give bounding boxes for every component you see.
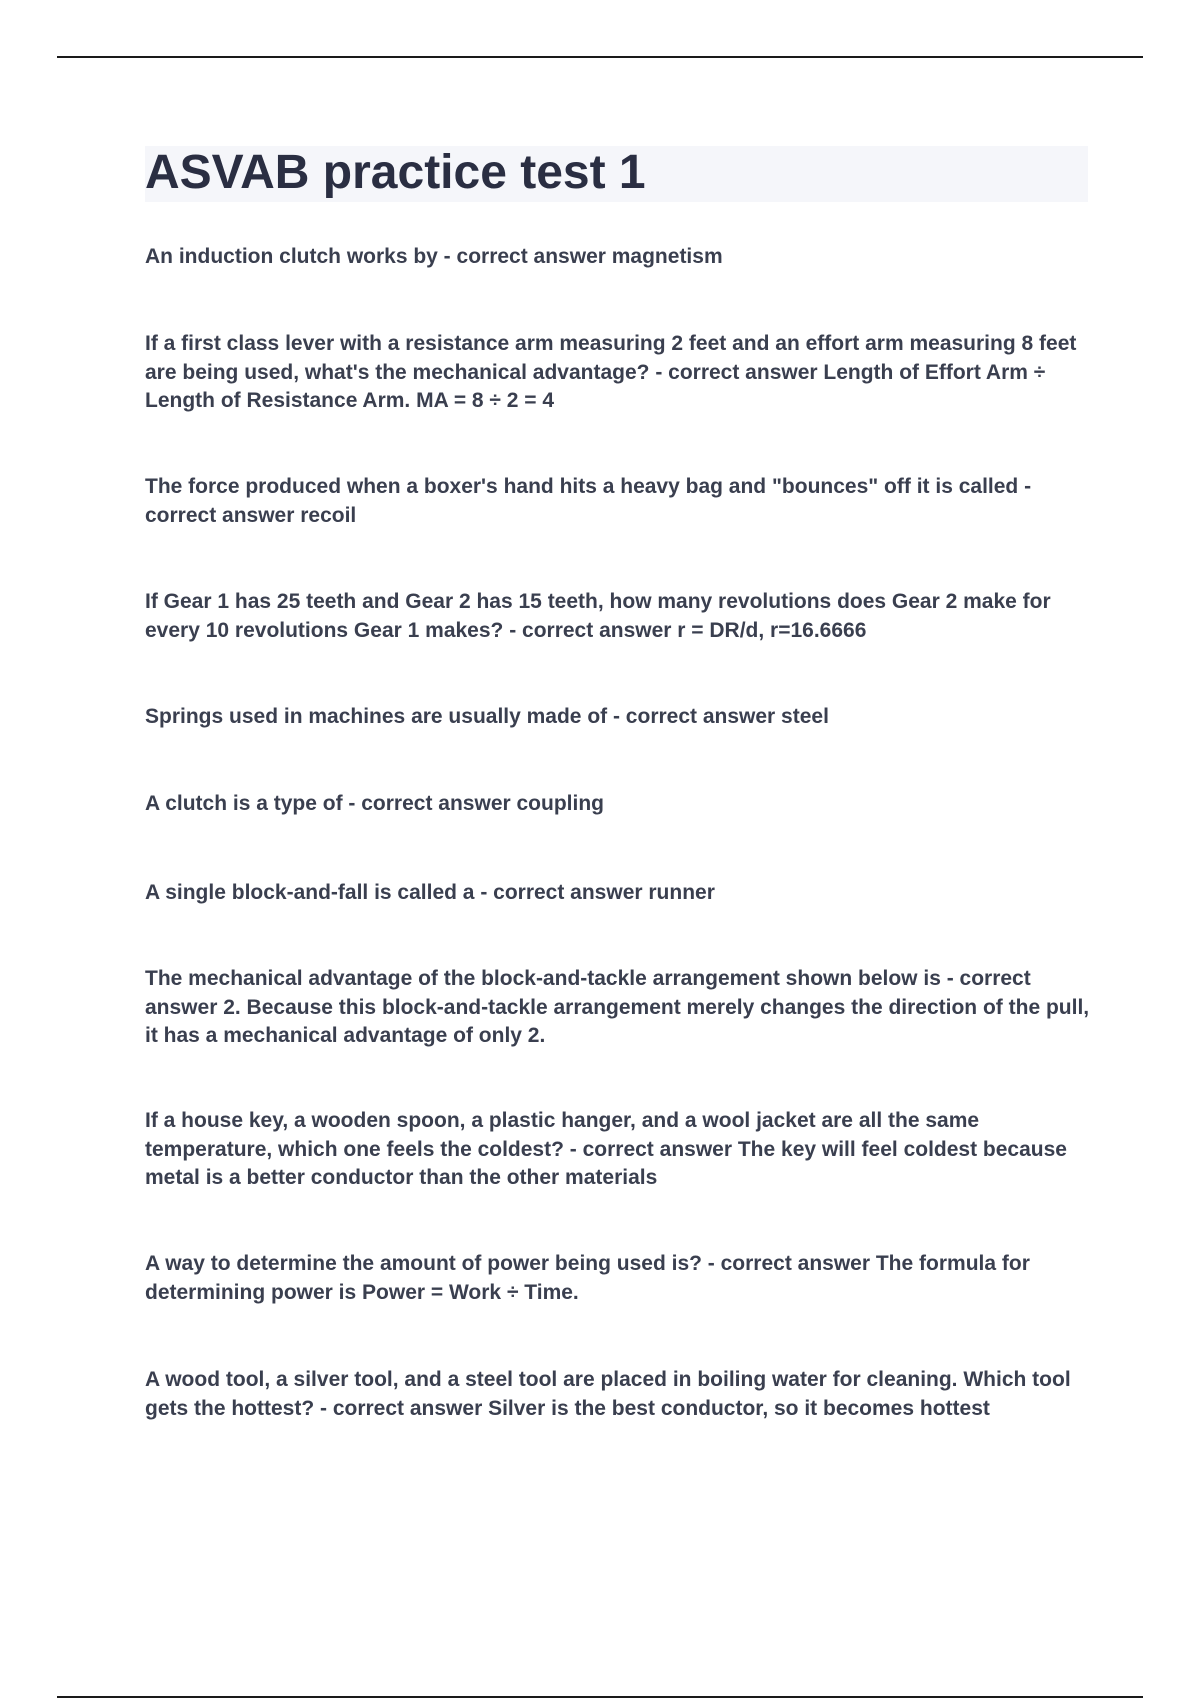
qa-item-2: If a first class lever with a resistance arm measuring 2 feet and an effort arm measuring 8 feet are being used, what's the mechanical advantage? - correct answer Length of Effort Arm ÷ Length of Resistance Arm. MA = 8 ÷ 2 = 4	[145, 332, 1077, 412]
qa-item-1: An induction clutch works by - correct answer magnetism	[145, 245, 723, 268]
page-title: ASVAB practice test 1	[145, 146, 646, 199]
qa-item-7: A single block-and-fall is called a - correct answer runner	[145, 881, 715, 904]
qa-item-11: A wood tool, a silver tool, and a steel tool are placed in boiling water for cleaning. Which tool gets the hottest? - correct answer Silver is the best conductor, so it becomes hottest	[145, 1368, 1071, 1420]
qa-item-3: The force produced when a boxer's hand hits a heavy bag and "bounces" off it is called - correct answer recoil	[145, 475, 1032, 527]
qa-item-5: Springs used in machines are usually made of - correct answer steel	[145, 705, 829, 728]
qa-item-8: The mechanical advantage of the block-and-tackle arrangement shown below is - correct answer 2. Because this block-and-tackle arrangement merely changes the direction of the pull, it has a mechanical advantage of only 2.	[145, 967, 1090, 1047]
qa-item-6: A clutch is a type of - correct answer coupling	[145, 792, 604, 815]
qa-item-10: A way to determine the amount of power being used is? - correct answer The formula for determining power is Power = Work ÷ Time.	[145, 1252, 1030, 1304]
page-bottom-rule	[57, 1696, 1143, 1698]
qa-item-9: If a house key, a wooden spoon, a plastic hanger, and a wool jacket are all the same temperature, which one feels the coldest? - correct answer The key will feel coldest because metal is a better conductor than the other materials	[145, 1109, 1067, 1189]
page-top-rule	[57, 56, 1143, 58]
qa-item-4: If Gear 1 has 25 teeth and Gear 2 has 15 teeth, how many revolutions does Gear 2 make for every 10 revolutions Gear 1 makes? - correct answer r = DR/d, r=16.6666	[145, 590, 1051, 642]
